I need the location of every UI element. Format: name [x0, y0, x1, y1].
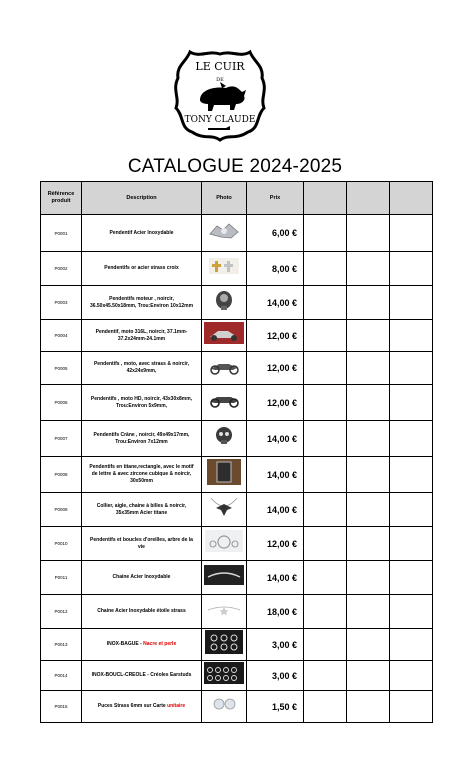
product-price: 1,50 € [247, 691, 304, 723]
empty-cell [347, 421, 390, 457]
empty-cell [347, 215, 390, 252]
empty-cell [304, 527, 347, 561]
product-description [82, 252, 202, 286]
catalogue-title: CATALOGUE 2024-2025 [127, 156, 343, 177]
earrings-display-photo [204, 662, 244, 689]
header-prix: Prix [247, 182, 304, 215]
moto-hd-pendant-photo [207, 390, 241, 415]
empty-cell [390, 215, 433, 252]
product-reference: P0013 [41, 629, 82, 661]
empty-cell [304, 215, 347, 252]
logo-bottom-text: TONY CLAUDE [184, 115, 256, 125]
table-row [41, 595, 433, 629]
description-text: Collier, aigle, chaine à billes & noircir, 35x35mm Acier titane [96, 502, 187, 516]
table-row [41, 457, 433, 493]
product-description [82, 352, 202, 385]
description-highlight: unitaire [167, 703, 186, 710]
empty-cell [390, 252, 433, 286]
empty-cell [304, 286, 347, 320]
description-text: Pendentifs , moto HD, noircir, 43x30x8mm, Trou:Environ 5x9mm, [90, 395, 193, 409]
table-row [41, 286, 433, 320]
description-text: Pendentifs , moto, avec strass & noircir, 42x24x9mm, [93, 361, 190, 374]
product-reference: P0006 [41, 385, 82, 421]
product-price: 12,00 € [247, 385, 304, 421]
empty-cell [304, 385, 347, 421]
empty-cell [390, 595, 433, 629]
description-text: INOX-BOUCL-CREOLE - Créoles Earstuds [91, 672, 192, 679]
product-description [82, 561, 202, 595]
product-price: 8,00 € [247, 252, 304, 286]
empty-cell [390, 561, 433, 595]
empty-cell [390, 320, 433, 352]
description-text: Pendentifs et boucles d'oreilles, arbre de la vie [90, 536, 193, 550]
eagle-necklace-photo [207, 494, 241, 525]
product-description [82, 661, 202, 691]
moto-pendant-photo [207, 356, 241, 381]
empty-cell [347, 561, 390, 595]
product-reference: P0005 [41, 352, 82, 385]
logo-middle-text: DE [216, 77, 224, 83]
steel-chain-photo [204, 565, 244, 590]
empty-cell [390, 385, 433, 421]
product-photo-cell [202, 691, 247, 723]
empty-cell [347, 385, 390, 421]
empty-cell [347, 252, 390, 286]
le-cuir-logo [170, 44, 270, 144]
empty-cell [347, 595, 390, 629]
table-row [41, 252, 433, 286]
description-text: Pendentif, moto 316L, noircir, 37.1mm-37.2x24mm-24.1mm [95, 328, 188, 342]
product-reference: P0014 [41, 661, 82, 691]
empty-cell [347, 527, 390, 561]
empty-cell [347, 493, 390, 527]
silver-pendant-photo [207, 220, 241, 247]
empty-cell [304, 493, 347, 527]
star-chain-photo [205, 600, 243, 623]
empty-cell [347, 661, 390, 691]
empty-cell [304, 457, 347, 493]
empty-cell [347, 320, 390, 352]
header-reference: Référence produit [41, 182, 82, 215]
empty-cell [347, 629, 390, 661]
table-row [41, 421, 433, 457]
empty-cell [304, 561, 347, 595]
product-description [82, 421, 202, 457]
product-description [82, 320, 202, 352]
product-description [82, 457, 202, 493]
product-photo-cell [202, 215, 247, 252]
empty-cell [390, 457, 433, 493]
header-empty-1 [304, 182, 347, 215]
rhinestone-studs-photo [209, 694, 239, 719]
tree-of-life-set-photo [205, 530, 243, 557]
table-header-row [41, 182, 433, 215]
description-highlight: Nacre et perle [143, 641, 177, 648]
skull-pendant-photo [209, 424, 239, 453]
product-price: 12,00 € [247, 352, 304, 385]
product-photo-cell [202, 595, 247, 629]
product-photo-cell [202, 493, 247, 527]
description-text: Pendentifs or acier strass croix [104, 265, 179, 272]
product-photo-cell [202, 629, 247, 661]
empty-cell [304, 352, 347, 385]
moto-pendant-red-photo [204, 322, 244, 349]
description-text: Chaine Acier Inoxydable [112, 574, 171, 581]
empty-cell [347, 691, 390, 723]
table-row [41, 661, 433, 691]
product-price: 14,00 € [247, 457, 304, 493]
product-description [82, 215, 202, 252]
product-price: 3,00 € [247, 661, 304, 691]
table-row [41, 561, 433, 595]
product-reference: P0004 [41, 320, 82, 352]
product-price: 3,00 € [247, 629, 304, 661]
empty-cell [347, 457, 390, 493]
product-photo-cell [202, 661, 247, 691]
rings-display-photo [205, 630, 243, 659]
product-description [82, 385, 202, 421]
product-reference: P0009 [41, 493, 82, 527]
product-photo-cell [202, 286, 247, 320]
product-description [82, 691, 202, 723]
engine-pendant-photo [207, 288, 241, 317]
description-text: Pendentifs en titane,rectangle, avec le motif de lettre & avec zircone cubique & noircir, 30x50mm [89, 464, 194, 484]
table-row [41, 385, 433, 421]
gold-cross-pendants-photo [207, 255, 241, 282]
empty-cell [390, 286, 433, 320]
table-row [41, 215, 433, 252]
empty-cell [347, 286, 390, 320]
product-reference: P0011 [41, 561, 82, 595]
product-reference: P0007 [41, 421, 82, 457]
header-description: Description [82, 182, 202, 215]
product-photo-cell [202, 252, 247, 286]
product-price: 12,00 € [247, 527, 304, 561]
table-row [41, 691, 433, 723]
table-row [41, 320, 433, 352]
catalogue-table [40, 181, 433, 723]
empty-cell [390, 629, 433, 661]
description-text: Pendentif Acier Inoxydable [109, 229, 174, 236]
header-empty-2 [347, 182, 390, 215]
product-description [82, 629, 202, 661]
empty-cell [304, 320, 347, 352]
product-price: 18,00 € [247, 595, 304, 629]
empty-cell [390, 352, 433, 385]
product-reference: P0001 [41, 215, 82, 252]
empty-cell [304, 252, 347, 286]
product-price: 14,00 € [247, 421, 304, 457]
empty-cell [304, 421, 347, 457]
empty-cell [390, 527, 433, 561]
product-description [82, 493, 202, 527]
empty-cell [390, 493, 433, 527]
table-row [41, 352, 433, 385]
table-row [41, 527, 433, 561]
empty-cell [347, 352, 390, 385]
empty-cell [390, 421, 433, 457]
empty-cell [304, 661, 347, 691]
logo-top-text: LE CUIR [195, 60, 245, 73]
product-photo-cell [202, 320, 247, 352]
product-price: 6,00 € [247, 215, 304, 252]
product-price: 12,00 € [247, 320, 304, 352]
product-photo-cell [202, 421, 247, 457]
product-reference: P0003 [41, 286, 82, 320]
empty-cell [304, 595, 347, 629]
product-reference: P0008 [41, 457, 82, 493]
description-text: Pendentifs Crâne , noircir, 49x49x17mm, Trou:Environ 7x12mm [93, 431, 190, 445]
titanium-rectangle-pendant-photo [207, 459, 241, 490]
product-photo-cell [202, 352, 247, 385]
empty-cell [390, 691, 433, 723]
table-row [41, 629, 433, 661]
product-photo-cell [202, 385, 247, 421]
product-photo-cell [202, 457, 247, 493]
header-empty-3 [390, 182, 433, 215]
product-price: 14,00 € [247, 493, 304, 527]
product-photo-cell [202, 527, 247, 561]
product-reference: P0002 [41, 252, 82, 286]
description-text: INOX-BAGUE - [106, 641, 144, 648]
table-row [41, 493, 433, 527]
description-text: Pendentifs moteur , noircir, 36.50x45.50x18mm, Trou:Environ 10x12mm [89, 295, 194, 309]
product-reference: P0010 [41, 527, 82, 561]
description-text: Puces Strass 6mm sur Carte [97, 703, 168, 710]
product-price: 14,00 € [247, 286, 304, 320]
description-text: Chaine Acier Inoxydable étoile strass [97, 608, 186, 615]
product-price: 14,00 € [247, 561, 304, 595]
empty-cell [304, 629, 347, 661]
product-description [82, 286, 202, 320]
product-description [82, 595, 202, 629]
product-photo-cell [202, 561, 247, 595]
product-reference: P0012 [41, 595, 82, 629]
product-reference: P0015 [41, 691, 82, 723]
product-description [82, 527, 202, 561]
header-photo: Photo [202, 182, 247, 215]
empty-cell [304, 691, 347, 723]
empty-cell [390, 661, 433, 691]
